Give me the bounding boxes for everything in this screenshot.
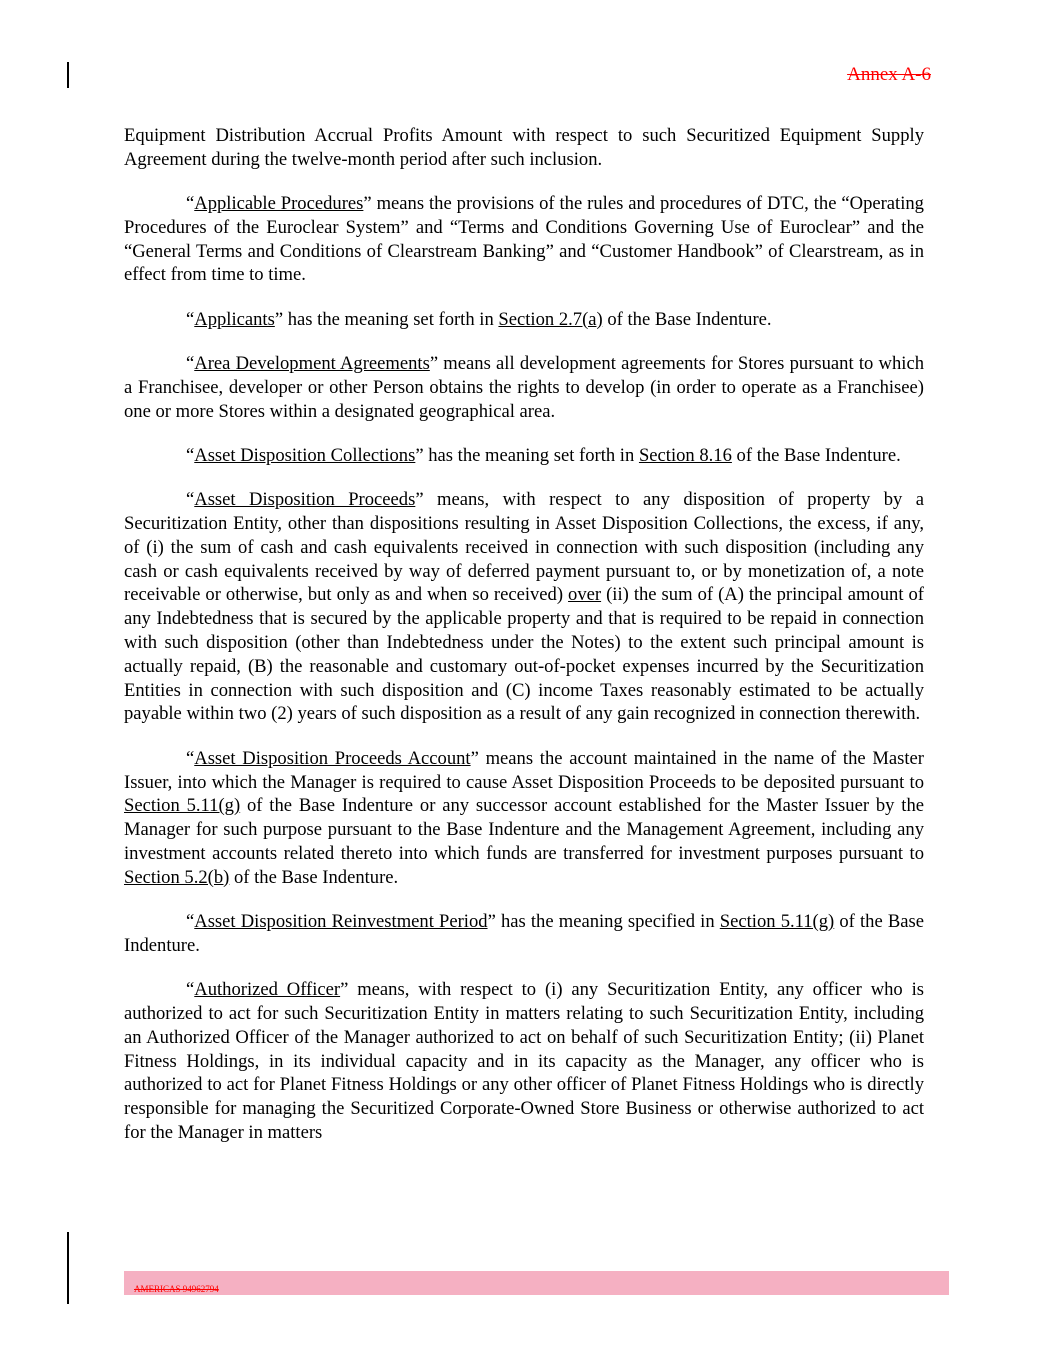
defined-term: Applicable Procedures: [194, 193, 364, 215]
document-id: AMERICAS 94962794: [134, 1284, 219, 1294]
definition-asset-disposition-proceeds-account: “Asset Disposition Proceeds Account” means the account maintained in the name of the Master Issuer, into which the Manager is required to cause Asset Disposition Proceeds to be deposited pursuant to Section 5.11(g) of the Base Indenture or any successor account established for the Master Issuer by the Manager for such purpose pursuant to the Base Indenture and the Management Agreement, including any investment accounts related thereto into which funds are transferred for investment purposes pursuant to Section 5.2(b) of the Base Indenture.: [124, 747, 924, 888]
section-reference: Section 5.2(b): [124, 866, 230, 888]
defined-term: Authorized Officer: [194, 979, 341, 1001]
section-reference: Section 8.16: [638, 444, 732, 466]
defined-term: Area Development Agreements: [194, 353, 430, 375]
definition-applicable-procedures: “Applicable Procedures” means the provisions of the rules and procedures of DTC, the “Operating Procedures of the Euroclear System” and “Terms and Conditions Governing Use of Euroclear” and the “General Terms and Conditions of Clearstream Banking” and “Customer Handbook” of Clearstream, as in effect from time to time.: [124, 193, 924, 286]
definition-applicants: “Applicants” has the meaning set forth in Section 2.7(a) of the Base Indenture.: [186, 308, 772, 330]
change-bar-bottom: [67, 1232, 69, 1304]
defined-term: Asset Disposition Proceeds Account: [194, 747, 471, 769]
section-reference: Section 5.11(g): [719, 911, 835, 933]
document-body: [124, 124, 924, 1165]
emphasis-over: over: [568, 584, 602, 606]
annex-label: Annex A-6: [847, 64, 931, 85]
defined-term: Asset Disposition Proceeds: [194, 489, 416, 511]
definition-area-development-agreements: “Area Development Agreements” means all development agreements for Stores pursuant to which a Franchisee, developer or other Person obtains the rights to develop (in order to operate as a Franchisee) one or more Stores within a designated geographical area.: [124, 353, 924, 422]
defined-term: Asset Disposition Collections: [194, 444, 416, 466]
change-bar-top: [67, 62, 69, 88]
defined-term: Applicants: [194, 308, 275, 330]
defined-term: Asset Disposition Reinvestment Period: [194, 911, 488, 933]
section-reference: Section 5.11(g): [124, 795, 241, 817]
definition-authorized-officer: “Authorized Officer” means, with respect to (i) any Securitization Entity, any officer who is authorized to act for such Securitization Entity in matters relating to such Securitization Entity, including an Authorized Officer of the Manager authorized to act on behalf of such Securitization Entity; (ii) Planet Fitness Holdings, in its individual capacity and in its capacity as the Manager, any officer who is authorized to act for Planet Fitness Holdings or any other officer of Planet Fitness Holdings who is directly responsible for managing the Securitized Corporate-Owned Store Business or otherwise authorized to act for the Manager in matters: [124, 979, 924, 1143]
definition-asset-disposition-reinvestment-period: “Asset Disposition Reinvestment Period” has the meaning specified in Section 5.11(g) of the Base Indenture.: [124, 911, 925, 956]
footer-band: [124, 1271, 949, 1295]
paragraph-continuation: Equipment Distribution Accrual Profits Amount with respect to such Securitized Equipment Supply Agreement during the twelve-month period after such inclusion.: [124, 125, 924, 170]
definition-asset-disposition-collections: “Asset Disposition Collections” has the meaning set forth in Section 8.16 of the Base Indenture.: [186, 444, 901, 466]
definition-asset-disposition-proceeds: “Asset Disposition Proceeds” means, with respect to any disposition of property by a Securitization Entity, other than dispositions resulting in Asset Disposition Collections, the excess, if any, of (i) the sum of cash and cash equivalents received in connection with such disposition (including any cash or cash equivalents received by way of deferred payment pursuant to, or by monetization of, a note receivable or otherwise, but only as and when so received) over (ii) the sum of (A) the principal amount of any Indebtedness that is secured by the applicable property and that is required to be repaid in connection with such disposition (other than Indebtedness under the Notes) to the extent such principal amount is actually repaid, (B) the reasonable and customary out-of-pocket expenses incurred by the Securitization Entities in connection with such disposition and (C) income Taxes reasonably estimated to be actually payable within two (2) years of such disposition as a result of any gain recognized in connection therewith.: [124, 489, 924, 725]
section-reference: Section 2.7(a): [498, 308, 603, 330]
